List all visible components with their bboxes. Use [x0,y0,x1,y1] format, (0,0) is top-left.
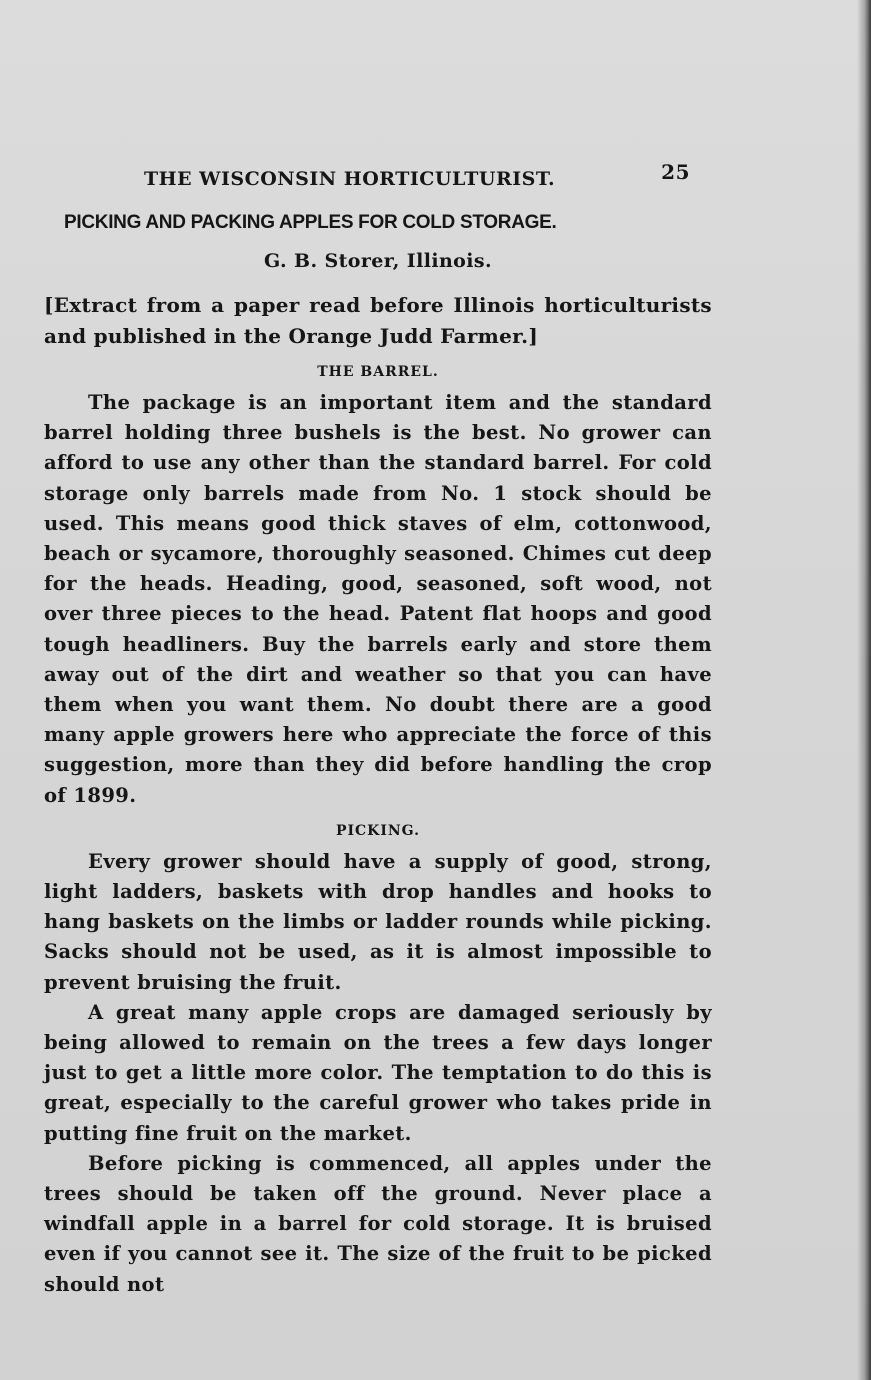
section-heading-barrel: THE BARREL. [317,364,439,380]
article-byline: G. B. Storer, Illinois. [264,250,492,272]
article-title: PICKING AND PACKING APPLES FOR COLD STORAGE. [64,212,557,233]
page-edge-shadow [857,0,871,1380]
paragraph: A great many apple crops are damaged seriously by being allowed to remain on the trees a few days longer just to get a little more color. The temptation to do this is great, especially to the careful grower who takes pride in putting fine fruit on the market. [44,1000,712,1145]
running-head-title: THE WISCONSIN HORTICULTURIST. [144,168,556,190]
article-intro: [Extract from a paper read before Illinois horticulturists and published in the Orange Judd Farmer.] [44,293,712,348]
running-head [44,158,712,198]
paragraph: The package is an important item and the standard barrel holding three bushels is the best. No grower can afford to use any other than the standard barrel. For cold storage only barrels made from No. 1 stock should be used. This means good thick staves of elm, cottonwood, beach or sycamore, thoroughly seasoned. Chimes cut deep for the heads. Heading, good, seasoned, soft wood, not over three pieces to the head. Patent flat hoops and good tough headliners. Buy the barrels early and store them away out of the dirt and weather so that you can have them when you want them. No doubt there are a good many apple growers here who appreciate the force of this suggestion, more than they did before handling the crop of 1899. [44,391,712,807]
section-heading-picking: PICKING. [335,822,421,839]
paragraph: Before picking is commenced, all apples under the trees should be taken off the ground. Never place a windfall apple in a barrel for cold storage. It is bruised even if you cannot see it. The size of the fruit to be picked should not [44,1151,712,1296]
paragraph: Every grower should have a supply of good, strong, light ladders, baskets with drop handles and hooks to hang baskets on the limbs or ladder rounds while picking. Sacks should not be used, as it is almost impossible to prevent bruising the fruit. [44,849,712,994]
page-content [44,158,712,1300]
page-number: 25 [661,160,690,184]
